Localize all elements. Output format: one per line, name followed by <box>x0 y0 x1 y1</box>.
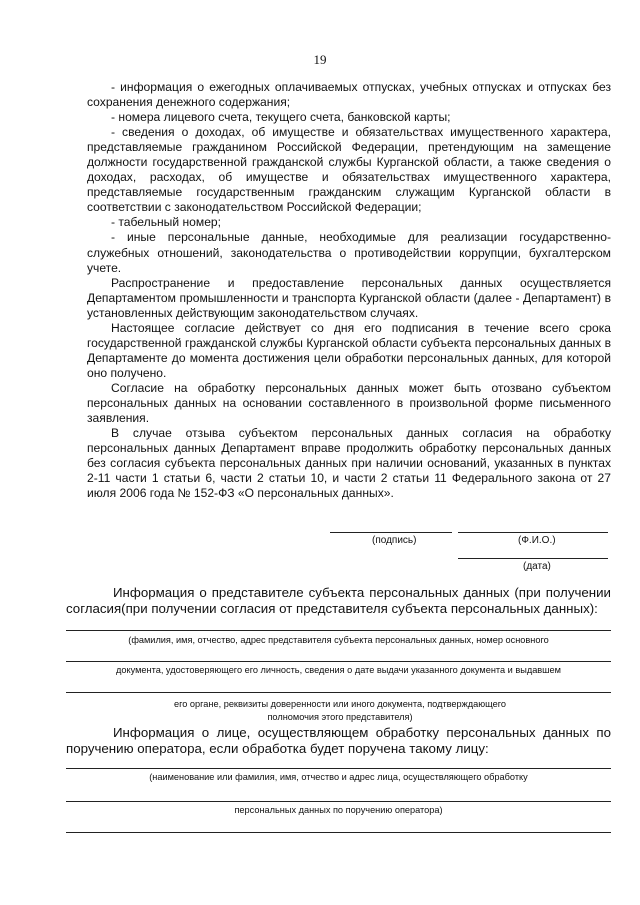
representative-line-2 <box>66 661 611 662</box>
page-number: 19 <box>313 52 327 67</box>
paragraph-revocation: Согласие на обработку персональных данных может быть отозвано субъектом персональных данных на основании составленного в произвольной форме письменного заявления. <box>87 380 611 426</box>
date-caption: (дата) <box>523 561 551 572</box>
signature-caption: (подпись) <box>372 535 417 546</box>
paragraph-validity: Настоящее согласие действует со дня его подписания в течение всего срока государственной гражданской службы Курганской области субъекта персональных данных в Департаменте до момента достижения цели обработки персональных данных, для которой оно получено. <box>87 320 611 380</box>
paragraph-vacation-info: - информация о ежегодных оплачиваемых отпусках, учебных отпусках и отпусках без сохранения денежного содержания; <box>87 80 611 110</box>
paragraph-distribution: Распространение и предоставление персональных данных осуществляется Департаментом промышленности и транспорта Курганской области (далее - Департамент) в установленных действующим законодательством случаях. <box>87 275 611 320</box>
operator-line-2 <box>66 801 611 802</box>
operator-caption-2: персональных данных по поручению оператора) <box>234 805 443 815</box>
representative-line-3 <box>66 692 611 693</box>
date-line <box>458 558 608 559</box>
paragraph-continued-processing: В случае отзыва субъектом персональных данных согласия на обработку персональных данных Департамент вправе продолжить обработку персональных данных без согласия субъекта персональных данных при наличии оснований, указанных в пунктах 2-11 части 1 статьи 6, части 2 статьи 10, и части 2 статьи 11 Федерального закона от 27 июля 2006 года № 152-ФЗ «О персональных данных». <box>87 426 611 501</box>
representative-heading: Информация о представителе субъекта персональных данных (при получении согласия(при получении согласия от представителя субъекта персональных данных): <box>66 585 611 616</box>
operator-line-3 <box>66 832 611 833</box>
paragraph-account-numbers: - номера лицевого счета, текущего счета, банковской карты; <box>111 110 451 125</box>
operator-heading: Информация о лице, осуществляющем обработку персональных данных по поручению оператора, если обработка будет поручена такому лицу: <box>66 725 611 756</box>
operator-caption-1: (наименование или фамилия, имя, отчество и адрес лица, осуществляющего обработку <box>149 772 528 782</box>
fio-line <box>458 532 608 533</box>
paragraph-income-info: - сведения о доходах, об имуществе и обязательствах имущественного характера, представляемые гражданином Российской Федерации, претендующим на замещение должности государственной гражданской службы Курганской области, а также сведения о доходах, расходах, об имуществе и обязательствах имущественного характера, представляемые государственным гражданским служащим Курганской области в соответствии с законодательством Российской Федерации; <box>87 125 611 215</box>
signature-line <box>330 532 452 533</box>
consent-body <box>87 80 611 501</box>
representative-line-1 <box>66 630 611 631</box>
paragraph-other-data: - иные персональные данные, необходимые для реализации государственно-служебных отношений, законодательства о противодействии коррупции, бухгалтерском учете. <box>87 230 611 275</box>
paragraph-personnel-number: - табельный номер; <box>111 215 222 230</box>
representative-caption-2: документа, удостоверяющего его личность, сведения о дате выдачи указанного документа и выдавшем <box>116 665 561 675</box>
representative-caption-3: его органе, реквизиты доверенности или иного документа, подтверждающего полномочия этого представителя) <box>174 699 506 722</box>
operator-line-1 <box>66 768 611 769</box>
representative-caption-1: (фамилия, имя, отчество, адрес представителя субъекта персональных данных, номер основного <box>128 635 549 645</box>
fio-caption: (Ф.И.О.) <box>518 535 556 546</box>
